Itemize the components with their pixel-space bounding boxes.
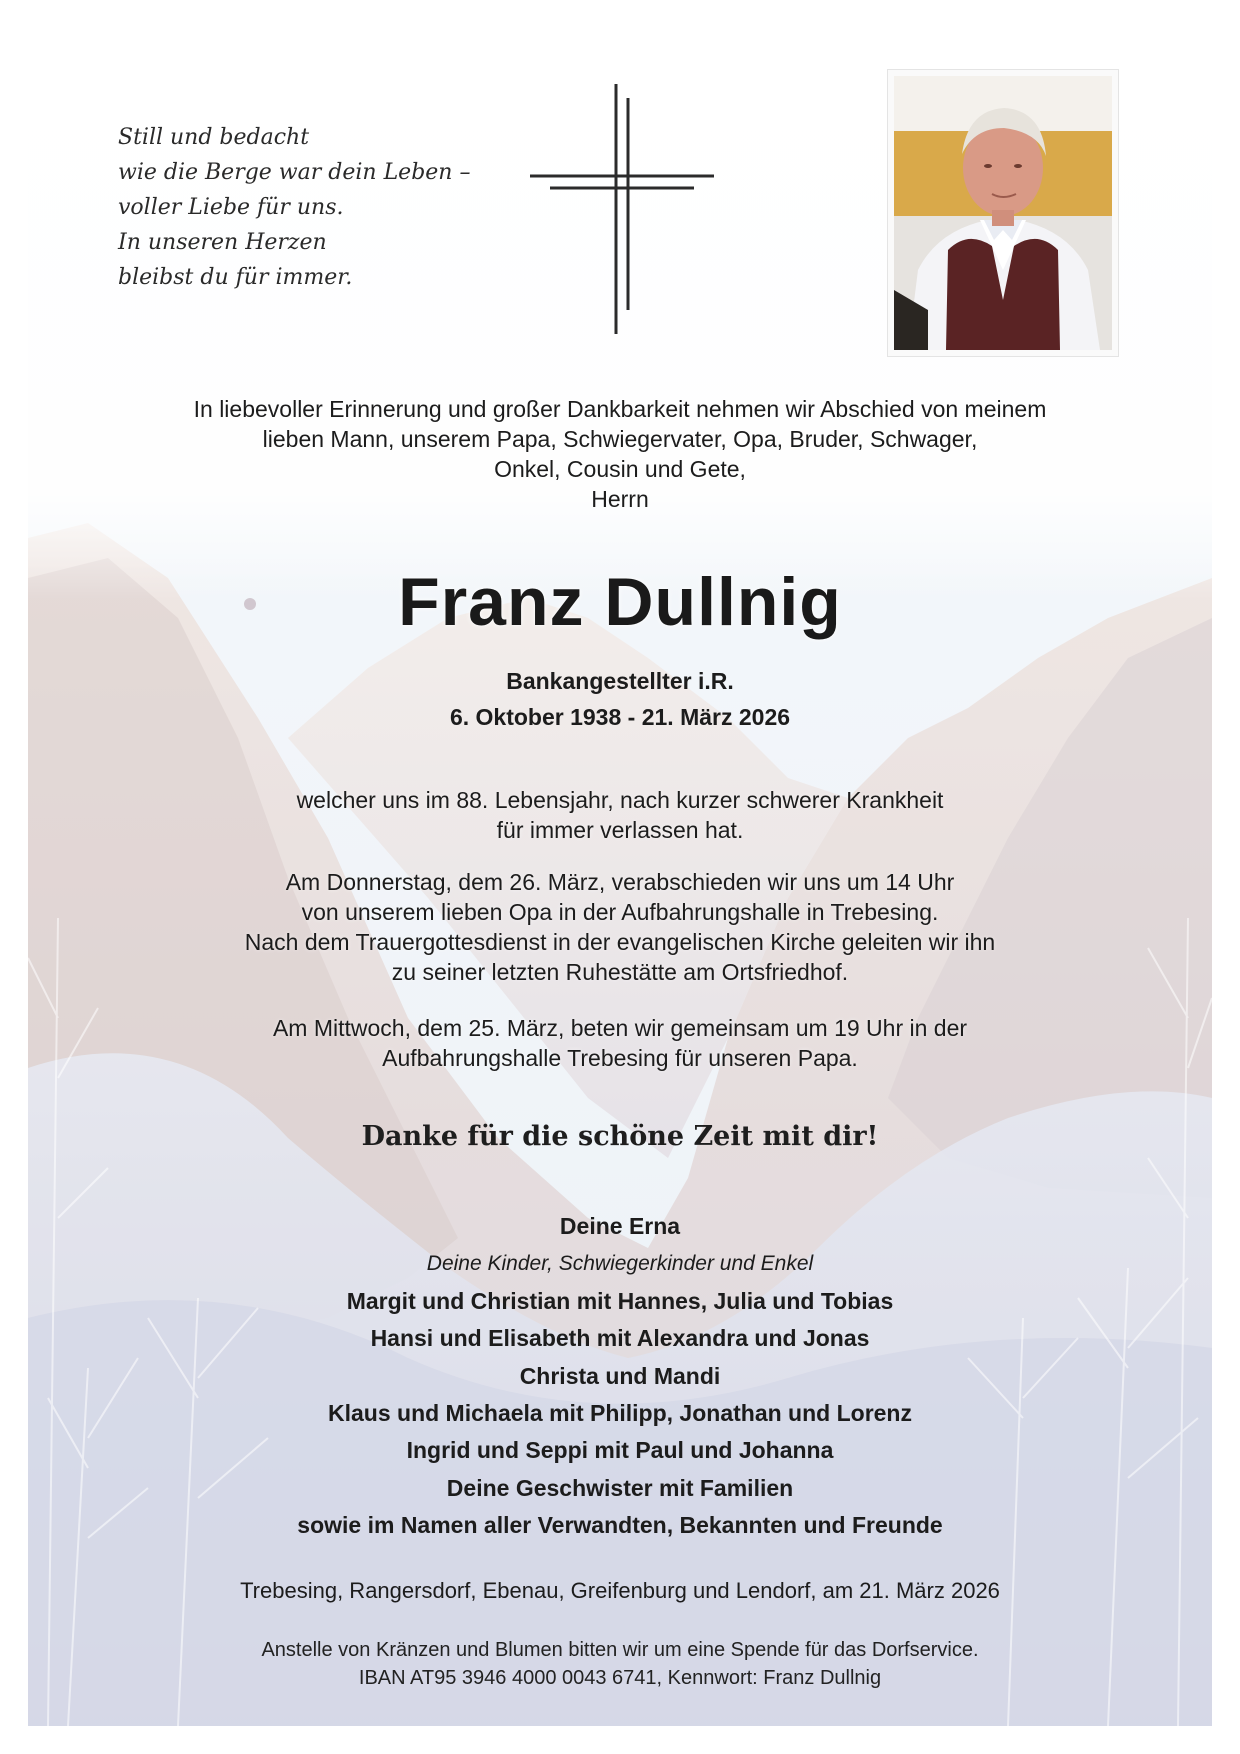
paragraph-line: für immer verlassen hat. xyxy=(496,817,744,843)
paragraph-line: Nach dem Trauergottesdienst in der evangelischen Kirche geleiten wir ihn xyxy=(244,929,996,955)
paragraph-line: von unserem lieben Opa in der Aufbahrungshalle in Trebesing. xyxy=(301,899,939,925)
donation-line: Anstelle von Kränzen und Blumen bitten wir um eine Spende für das Dorfservice. xyxy=(261,1639,979,1661)
paragraph-line: Am Mittwoch, dem 25. März, beten wir gemeinsam um 19 Uhr in der xyxy=(272,1015,968,1041)
paragraph-line: welcher uns im 88. Lebensjahr, nach kurzer schwerer Krankheit xyxy=(296,787,944,813)
verse-line: wie die Berge war dein Leben – xyxy=(118,160,471,185)
paragraph-line: Am Donnerstag, dem 26. März, verabschieden wir uns um 14 Uhr xyxy=(285,869,955,895)
mourner-line: Klaus und Michaela mit Philipp, Jonathan und Lorenz xyxy=(328,1400,912,1427)
mourner-line: sowie im Namen aller Verwandten, Bekannten und Freunde xyxy=(297,1512,943,1539)
life-dates: 6. Oktober 1938 - 21. März 2026 xyxy=(449,704,791,730)
paragraph-line: zu seiner letzten Ruhestätte am Ortsfriedhof. xyxy=(391,959,849,985)
mourners-list xyxy=(28,1208,1212,1545)
donation-note xyxy=(28,1636,1212,1692)
cross-icon xyxy=(530,84,730,364)
verse xyxy=(118,120,478,295)
verse-line: voller Liebe für uns. xyxy=(118,195,344,220)
paragraph-line: Aufbahrungshalle Trebesing für unseren Papa. xyxy=(382,1045,858,1071)
mourner-line: Christa und Mandi xyxy=(519,1362,721,1389)
mourner-line: Margit und Christian mit Hannes, Julia und Tobias xyxy=(346,1287,894,1314)
mourner-line: Hansi und Elisabeth mit Alexandra und Jonas xyxy=(370,1325,870,1352)
deceased-name: Franz Dullnig xyxy=(398,564,842,640)
mourner-line: Deine Erna xyxy=(559,1213,681,1239)
intro-line: Onkel, Cousin und Gete, xyxy=(494,456,746,482)
prayer-paragraph xyxy=(28,1013,1212,1073)
deceased-profession: Bankangestellter i.R. xyxy=(506,668,734,694)
intro-line: In liebevoller Erinnerung und großer Dankbarkeit nehmen wir Abschied von meinem xyxy=(193,396,1047,422)
verse-line: bleibst du für immer. xyxy=(118,265,353,290)
mourner-line: Deine Geschwister mit Familien xyxy=(446,1474,794,1501)
intro-line: lieben Mann, unserem Papa, Schwiegervater, Opa, Bruder, Schwager, xyxy=(262,426,978,452)
passing-paragraph xyxy=(28,785,1212,845)
thanks-line: Danke für die schöne Zeit mit dir! xyxy=(361,1121,879,1152)
intro-line: Herrn xyxy=(591,486,649,512)
place-and-date: Trebesing, Rangersdorf, Ebenau, Greifenburg und Lendorf, am 21. März 2026 xyxy=(240,1578,1000,1603)
obituary-sheet xyxy=(28,18,1212,1726)
mourner-line: Ingrid und Seppi mit Paul und Johanna xyxy=(406,1437,834,1464)
funeral-paragraph xyxy=(28,867,1212,987)
portrait-photo xyxy=(888,70,1118,356)
mourner-subheading: Deine Kinder, Schwiegerkinder und Enkel xyxy=(426,1252,814,1276)
intro-text xyxy=(28,394,1212,514)
donation-iban: IBAN AT95 3946 4000 0043 6741, Kennwort: Franz Dullnig xyxy=(358,1667,882,1689)
verse-line: In unseren Herzen xyxy=(118,230,327,255)
verse-line: Still und bedacht xyxy=(118,125,310,150)
